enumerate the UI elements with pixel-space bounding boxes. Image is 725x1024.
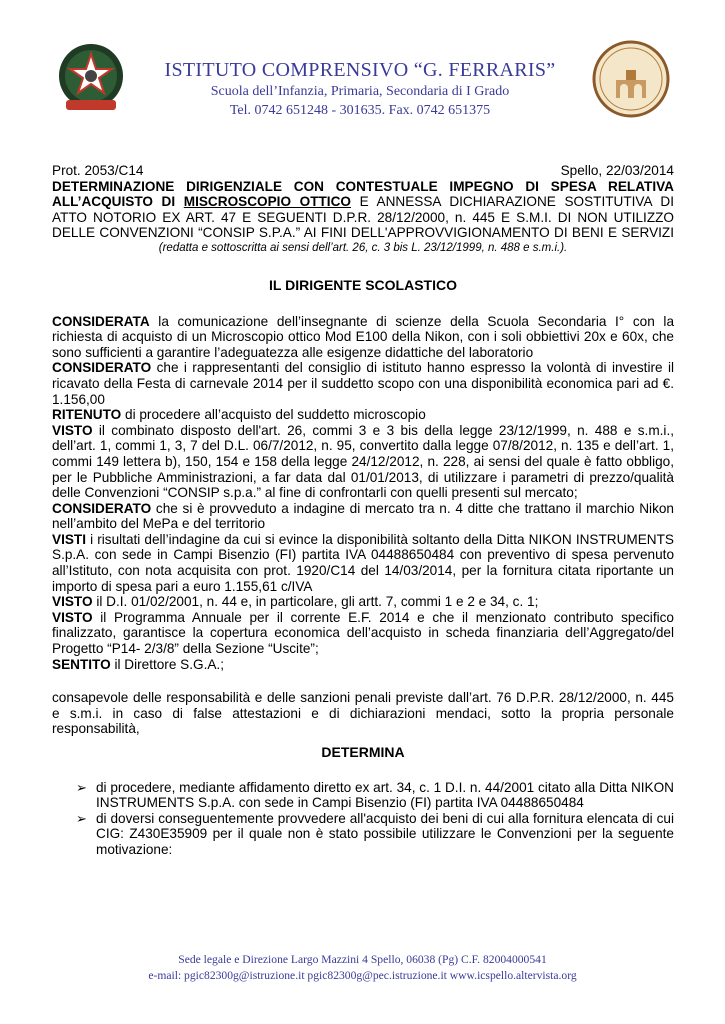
premise-key: VISTO [52, 594, 93, 610]
premise-paragraph [52, 657, 674, 673]
premise-key: VISTO [52, 609, 93, 625]
school-levels: Scuola dell’Infanzia, Primaria, Secondaria di I Grado [210, 84, 510, 99]
protocol-number: Prot. 2053/C14 [52, 163, 144, 178]
arrow-bullet-icon: ➢ [76, 810, 87, 826]
school-logo-icon [592, 40, 670, 118]
subject-suffix: E ANNESSA DICHIARAZIONE SOSTITUTIVA DI [350, 194, 675, 210]
premise-paragraph [52, 594, 674, 610]
premise-paragraph [52, 532, 674, 594]
subject-line-2 [52, 194, 674, 210]
place-date: Spello, 22/03/2014 [560, 163, 674, 178]
premise-text: che si è provveduto a indagine di mercato tra n. 4 ditte che trattano il marchio Nikon nell’ambito del MePa e del territorio [52, 500, 674, 532]
premise-key: SENTITO [52, 656, 111, 672]
footer-address: Sede legale e Direzione Largo Mazzini 4 Spello, 06038 (Pg) C.F. 82004000541 [178, 953, 547, 966]
premise-text: di procedere all’acquisto del suddetto microscopio [121, 407, 426, 423]
arrow-bullet-icon: ➢ [76, 779, 87, 795]
premise-text: la comunicazione dell’insegnante di scienze della Scuola Secondaria I° con la richiesta di acquisto di un Microscopio ottico Mod E100 della Nikon, con i soli obbiettivi 20x e 60x, che sono sufficienti a garantire l’adeguatezza alle esigenze didattiche del laboratorio [52, 313, 674, 360]
premise-text: che i rappresentanti del consiglio di istituto hanno espresso la volontà di investire il ricavato della Festa di carnevale 2014 per il suddetto scopo con una disponibilità economica pari ad €. 1.156,00 [52, 360, 674, 407]
list-item-text: di doversi conseguentemente provvedere all'acquisto dei beni di cui alla fornitura elencata di cui CIG: Z430E35909 per il quale non è stato possibile utilizzare le Convenzioni per la seguente motivazione: [96, 810, 674, 857]
premise-key: CONSIDERATA [52, 313, 150, 329]
subject-line-1: DETERMINAZIONE DIRIGENZIALE CON CONTESTUALE IMPEGNO DI SPESA RELATIVA [52, 178, 674, 194]
premise-paragraph [52, 610, 674, 657]
list-item [76, 811, 674, 858]
subject-prefix: ALL’ACQUISTO DI [52, 194, 184, 210]
school-phone: Tel. 0742 651248 - 301635. Fax. 0742 651375 [229, 103, 491, 118]
premise-text: il combinato disposto dell'art. 26, commi 3 e 3 bis della legge 23/12/1999, n. 488 e s.m.i., dell’art. 1, commi 1, 3, 7 del D.L. 06/7/2012, n. 95, convertito dalla legge 07/8/2012, n. 135 e dell’art. 1, commi 149 lettera b), 150, 154 e 158 della legge 24/12/2012, n. 228, ai sensi del quale è fatto obbligo, per le Pubbliche Amministrazioni, a far data dal 01/01/2013, di utilizzare i parametri di prezzo/qualità delle Convenzioni “CONSIP s.p.a.” al fine di confrontarli con quelli presenti sul mercato; [52, 422, 674, 501]
school-name: ISTITUTO COMPRENSIVO “G. FERRARIS” [164, 59, 556, 81]
premise-key: VISTI [52, 531, 86, 547]
premise-text: il D.I. 01/02/2001, n. 44 e, in particolare, gli artt. 7, commi 1 e 2 e 34, c. 1; [92, 594, 539, 610]
page-footer [0, 952, 725, 984]
premise-key: VISTO [52, 422, 93, 438]
determination-list [52, 780, 674, 858]
premise-key: RITENUTO [52, 407, 122, 423]
school-heading [150, 58, 570, 120]
declaration-paragraph: consapevole delle responsabilità e delle sanzioni penali previste dall’art. 76 D.P.R. 28/12/2000, n. 445 e s.m.i. in caso di false attestazioni e di dichiarazioni mendaci, sotto la propria personale responsabilità, [52, 690, 674, 737]
premise-text: i risultati dell’indagine da cui si evince la disponibilità soltanto della Ditta NIKON INSTRUMENTS S.p.A. con sede in Campi Bisenzio (FI) partita IVA 04488650484 con preventivo di spesa pervenuto all’Istituto, con nota acquisita con prot. 1920/C14 del 14/03/2014, per la fornitura citata riportante un importo di spesa pari a euro 1.155,61 c/IVA [52, 531, 674, 594]
premise-key: CONSIDERATO [52, 360, 152, 376]
italian-republic-emblem-icon [56, 40, 126, 116]
premise-key: CONSIDERATO [52, 500, 152, 516]
footer-contacts: e-mail: pgic82300g@istruzione.it pgic82300g@pec.istruzione.it www.icspello.altervista.org [148, 969, 577, 982]
premise-text: il Direttore S.G.A.; [110, 656, 224, 672]
document-body [52, 163, 674, 858]
premise-text: il Programma Annuale per il corrente E.F. 2014 e che il menzionato contributo specifico finalizzato, garantisce la copertura economica dell’acquisto in scheda finanziaria dell’Aggregato/del Progetto “P14- 2/3/8” della Sezione “Uscite”; [52, 609, 674, 657]
determina-heading: DETERMINA [321, 744, 405, 760]
premise-paragraph [52, 360, 674, 407]
list-item-text: di procedere, mediante affidamento diretto ex art. 34, c. 1 D.I. n. 44/2001 citato alla Ditta NIKON INSTRUMENTS S.p.A. con sede in Campi Bisenzio (FI) partita IVA 04488650484 [96, 779, 674, 811]
premise-paragraph [52, 501, 674, 532]
subject-note: (redatta e sottoscritta ai sensi dell’art. 26, c. 3 bis L. 23/12/1999, n. 488 e s.m.i.). [158, 241, 568, 254]
subject-line-3: ATTO NOTORIO EX ART. 47 E SEGUENTI D.P.R. 28/12/2000, n. 445 E S.M.I. DI NON UTILIZZO [52, 209, 674, 225]
section-heading: IL DIRIGENTE SCOLASTICO [269, 276, 457, 293]
premise-paragraph [52, 423, 674, 501]
subject-line-4: DELLE CONVENZIONI “CONSIP S.P.A.” AI FINI DELL'APPROVVIGIONAMENTO DI BENI E SERVIZI [52, 225, 674, 241]
premise-paragraph [52, 314, 674, 361]
list-item [76, 780, 674, 811]
letterhead [0, 0, 725, 150]
premise-paragraph [52, 407, 674, 423]
premises [52, 314, 674, 673]
subject-item: MISCROSCOPIO OTTICO [183, 194, 351, 210]
protocol-row [52, 163, 674, 179]
